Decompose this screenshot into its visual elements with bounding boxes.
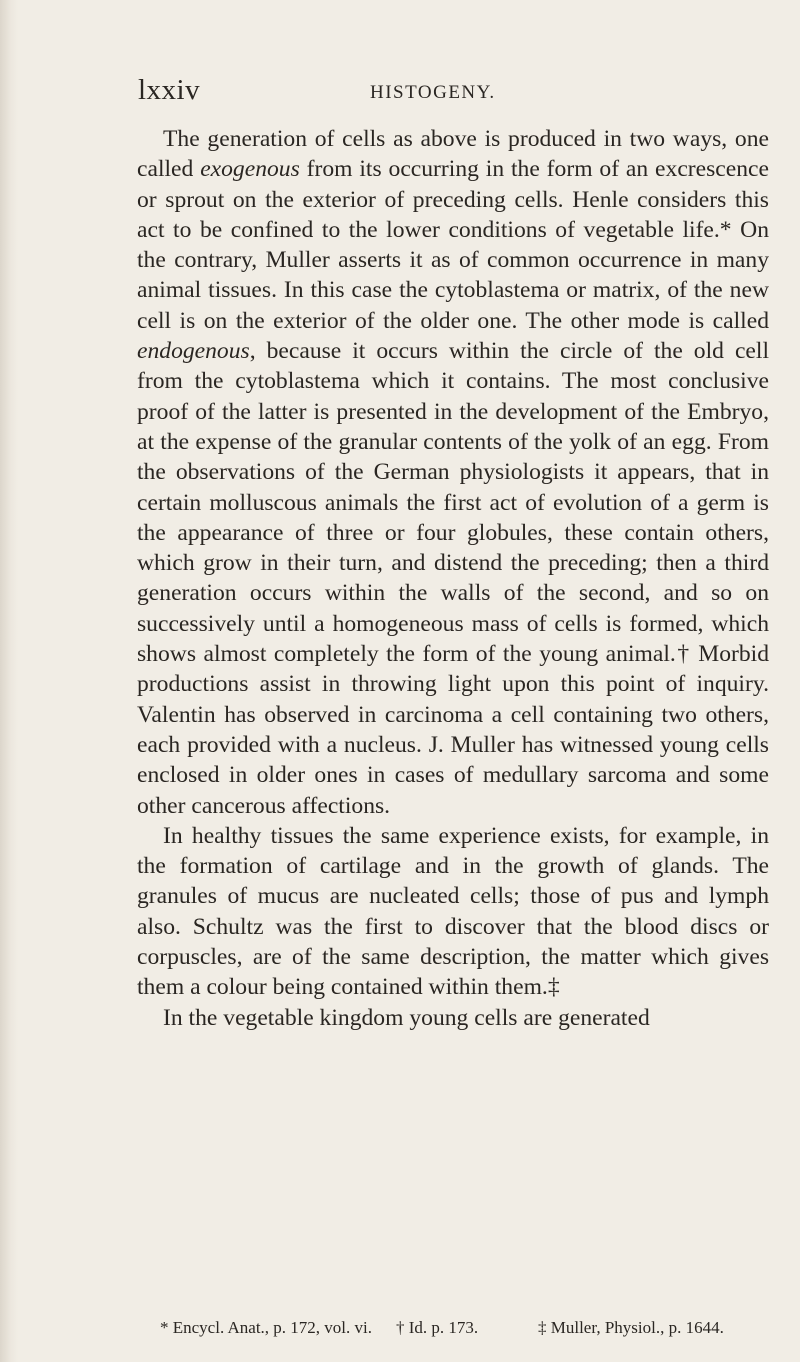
text-run: , because it occurs within the circle of the old cell from the cytoblastema which it contains. The most conclusive proof of the latter is presented in the development of the Embryo, at the expense of the granular contents of the yolk of an egg. From the observations of the German physiologists it appears, that in certain molluscous animals the first act of evolution of a germ is the appearance of three or four globules, these contain others, which grow in their turn, and distend the preceding; then a third generation occurs within the walls of the second, and so on successively until a homogeneous mass of cells is formed, which shows almost completely the form of the young animal.† Morbid productions assist in throwing light upon this point of inquiry. Valentin has observed in carcinoma a cell containing two others, each provided with a nucleus. J. Muller has witnessed young cells enclosed in older ones in cases of medullary sarcoma and some other cancerous affections. — [137, 338, 769, 819]
paragraph — [137, 124, 769, 821]
page-header — [138, 74, 778, 114]
italic-term: endogenous — [137, 338, 250, 365]
footnotes — [160, 1318, 770, 1342]
page-edge-shadow — [0, 0, 18, 1362]
text-run: In the vegetable kingdom young cells are generated — [163, 1004, 650, 1031]
text-run: The generation of cells as above is produced in two ways, one called — [137, 126, 769, 183]
running-head: HISTOGENY. — [370, 82, 496, 103]
footnote: ‡ Muller, Physiol., p. 1644. — [538, 1318, 724, 1337]
footnote: * Encycl. Anat., p. 172, vol. vi. — [160, 1318, 373, 1337]
paragraph — [137, 821, 769, 1003]
body-text — [137, 124, 769, 1033]
italic-term: exogenous — [200, 156, 300, 183]
paragraph — [137, 1003, 769, 1033]
footnote: † Id. p. 173. — [396, 1318, 479, 1337]
text-run: from its occurring in the form of an excrescence or sprout on the exterior of preceding cells. Henle considers this act to be confined to the lower conditions of vegetable life.* On the contrary, Muller asserts it as of common occurrence in many animal tissues. In this case the cytoblastema or matrix, of the new cell is on the exterior of the older one. The other mode is called — [137, 156, 769, 334]
page-number: lxxiv — [138, 74, 201, 106]
text-run: In healthy tissues the same experience exists, for example, in the formation of cartilage and in the growth of glands. The granules of mucus are nucleated cells; those of pus and lymph also. Schultz was the first to discover that the blood discs or corpuscles, are of the same description, the matter which gives them a colour being contained within them.‡ — [137, 822, 769, 1001]
